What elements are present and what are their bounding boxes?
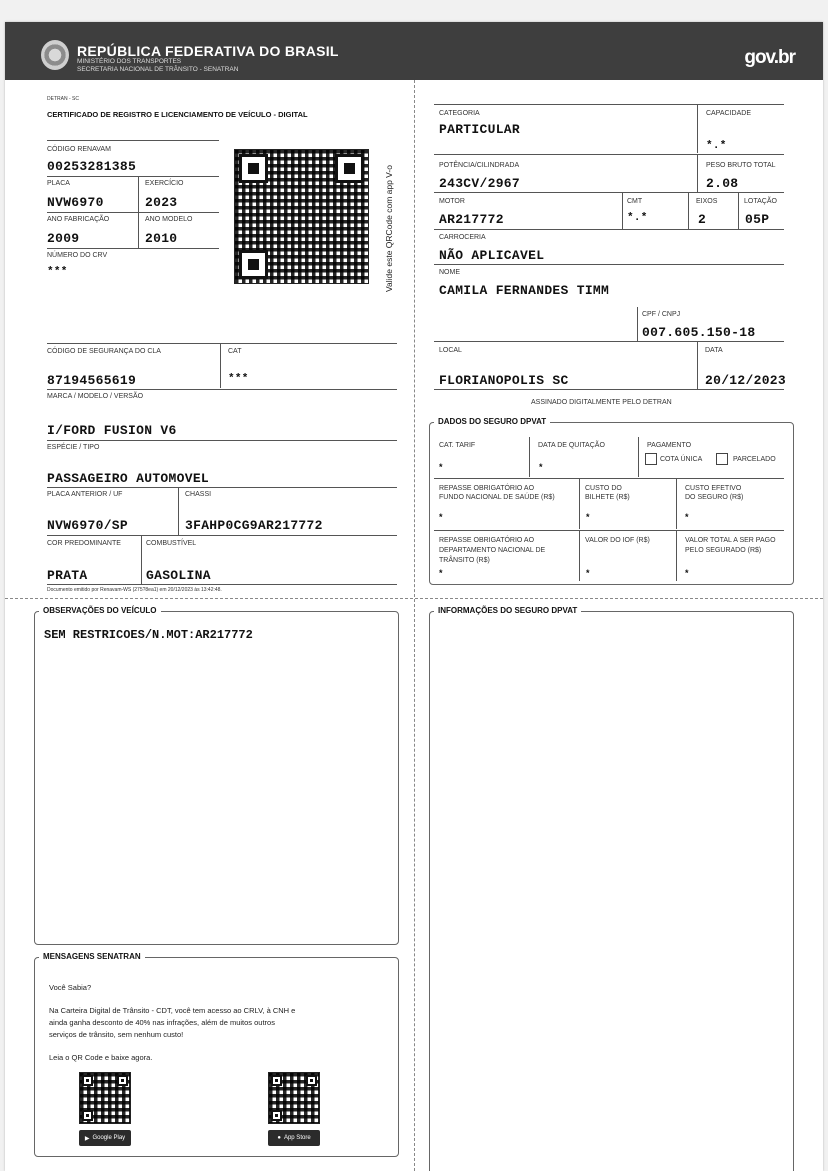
data-quitacao-label: DATA DE QUITAÇÃO xyxy=(538,442,605,449)
qr-caption: Valide este QRCode com app V-o xyxy=(384,165,394,292)
app-store-badge[interactable] xyxy=(268,1130,320,1146)
carroceria-value: NÃO APLICAVEL xyxy=(439,248,545,263)
pagamento-label: PAGAMENTO xyxy=(647,442,692,449)
cat-value: *** xyxy=(228,373,249,385)
qr-finder xyxy=(82,1110,93,1121)
cpf-label: CPF / CNPJ xyxy=(642,311,681,318)
mensagem-linha-2: ainda ganha desconto de 40% nas infrações, além de muitos outros xyxy=(49,1018,275,1027)
header-ministry: MINISTÉRIO DOS TRANSPORTES xyxy=(77,58,182,65)
data-quitacao-value: * xyxy=(539,462,543,472)
data-label: DATA xyxy=(705,347,723,354)
qr-finder xyxy=(82,1075,93,1086)
divider xyxy=(434,389,784,390)
motor-value: AR217772 xyxy=(439,212,504,227)
divider xyxy=(47,487,397,488)
mensagem-linha-1: Na Carteira Digital de Trânsito - CDT, você tem acesso ao CRLV, à CNH e xyxy=(49,1006,296,1015)
iof-label: VALOR DO IOF (R$) xyxy=(585,537,650,544)
divider xyxy=(47,584,397,585)
divider xyxy=(47,176,219,177)
especie-label: ESPÉCIE / TIPO xyxy=(47,444,100,451)
brasao-icon xyxy=(41,40,69,70)
marca-value: I/FORD FUSION V6 xyxy=(47,423,177,438)
ano-fabricacao-value: 2009 xyxy=(47,231,80,246)
custo-bilhete-value: * xyxy=(586,512,590,522)
divider xyxy=(529,437,530,477)
divider xyxy=(637,307,638,341)
divider xyxy=(220,344,221,388)
divider xyxy=(738,193,739,229)
app-store-label: App Store xyxy=(283,1135,311,1141)
repasse-fns-value: * xyxy=(439,512,443,522)
header-title: REPÚBLICA FEDERATIVA DO BRASIL xyxy=(77,43,339,59)
repasse-fns-label1: REPASSE OBRIGATÓRIO AO xyxy=(439,485,535,492)
repasse-dnt-label1: REPASSE OBRIGATÓRIO AO xyxy=(439,537,535,544)
cat-tarif-value: * xyxy=(439,462,443,472)
custo-efetivo-value: * xyxy=(685,512,689,522)
divider xyxy=(47,212,219,213)
iof-value: * xyxy=(586,568,590,578)
divider xyxy=(138,213,139,249)
cor-value: PRATA xyxy=(47,568,88,583)
eixos-label: EIXOS xyxy=(696,198,718,205)
custo-efetivo-label2: DO SEGURO (R$) xyxy=(685,494,744,501)
mensagens-title: MENSAGENS SENATRAN xyxy=(39,952,145,961)
divider xyxy=(579,479,580,529)
total-label1: VALOR TOTAL A SER PAGO xyxy=(685,537,776,544)
repasse-dnt-label2: DEPARTAMENTO NACIONAL DE xyxy=(439,547,546,554)
divider xyxy=(434,154,784,155)
divider xyxy=(47,389,397,390)
info-dpvat-box xyxy=(429,611,794,1171)
issuer: DETRAN - SC xyxy=(47,96,79,102)
divider xyxy=(579,531,580,581)
nome-value: CAMILA FERNANDES TIMM xyxy=(439,283,610,298)
cmt-value: *.* xyxy=(627,212,648,224)
parcelado-label: PARCELADO xyxy=(733,456,776,463)
lotacao-label: LOTAÇÃO xyxy=(744,198,777,205)
cor-label: COR PREDOMINANTE xyxy=(47,540,121,547)
especie-value: PASSAGEIRO AUTOMOVEL xyxy=(47,471,210,486)
mensagem-leia-qr: Leia o QR Code e baixe agora. xyxy=(49,1053,153,1062)
nome-label: NOME xyxy=(439,269,460,276)
renavam-value: 00253281385 xyxy=(47,159,137,174)
divider xyxy=(622,193,623,229)
crv-label: NÚMERO DO CRV xyxy=(47,252,108,259)
parcelado-checkbox[interactable] xyxy=(716,453,728,465)
qr-finder xyxy=(117,1075,128,1086)
divider xyxy=(434,192,784,193)
chassi-value: 3FAHP0CG9AR217772 xyxy=(185,518,323,533)
qr-finder xyxy=(271,1075,282,1086)
local-value: FLORIANOPOLIS SC xyxy=(439,373,569,388)
qr-finder xyxy=(306,1075,317,1086)
doc-title: CERTIFICADO DE REGISTRO E LICENCIAMENTO DE VEÍCULO - DIGITAL xyxy=(47,110,308,119)
divider xyxy=(697,155,698,192)
divider xyxy=(434,229,784,230)
placa-anterior-label: PLACA ANTERIOR / UF xyxy=(47,491,123,498)
repasse-dnt-value: * xyxy=(439,568,443,578)
crlv-document xyxy=(5,22,823,1171)
total-value: * xyxy=(685,568,689,578)
custo-bilhete-label1: CUSTO DO xyxy=(585,485,622,492)
capacidade-value: *.* xyxy=(706,140,727,152)
divider xyxy=(47,535,397,536)
divider xyxy=(47,140,219,141)
validation-qr-code[interactable] xyxy=(234,149,369,284)
observacoes-text: SEM RESTRICOES/N.MOT:AR217772 xyxy=(44,628,253,642)
exercicio-label: EXERCÍCIO xyxy=(145,180,184,187)
google-play-badge[interactable] xyxy=(79,1130,131,1146)
apple-icon: ● xyxy=(277,1135,281,1141)
horizontal-cut-line xyxy=(5,598,823,599)
divider xyxy=(141,536,142,584)
divider xyxy=(638,437,639,477)
google-play-qr-code[interactable] xyxy=(79,1072,131,1124)
divider xyxy=(47,248,219,249)
potencia-label: POTÊNCIA/CILINDRADA xyxy=(439,162,520,169)
marca-label: MARCA / MODELO / VERSÃO xyxy=(47,393,144,400)
cla-label: CÓDIGO DE SEGURANÇA DO CLA xyxy=(47,348,161,355)
divider xyxy=(47,440,397,441)
cmt-label: CMT xyxy=(627,198,643,205)
cat-tarif-label: CAT. TARIF xyxy=(439,442,476,449)
mensagem-voce-sabia: Você Sabia? xyxy=(49,983,92,992)
combustivel-label: COMBUSTÍVEL xyxy=(146,540,197,547)
carroceria-label: CARROCERIA xyxy=(439,234,486,241)
mensagem-linha-3: serviços de trânsito, sem nenhum custo! xyxy=(49,1030,184,1039)
placa-anterior-value: NVW6970/SP xyxy=(47,518,129,533)
info-dpvat-title: INFORMAÇÕES DO SEGURO DPVAT xyxy=(434,606,581,615)
divider xyxy=(178,488,179,535)
qr-finder xyxy=(239,250,268,279)
qr-finder xyxy=(335,154,364,183)
lotacao-value: 05P xyxy=(745,212,770,227)
ano-fabricacao-label: ANO FABRICAÇÃO xyxy=(47,216,110,223)
divider xyxy=(434,478,784,479)
chassi-label: CHASSI xyxy=(185,491,212,498)
observacoes-box xyxy=(34,611,399,945)
divider xyxy=(688,193,689,229)
app-store-qr-code[interactable] xyxy=(268,1072,320,1124)
peso-label: PESO BRUTO TOTAL xyxy=(706,162,776,169)
cota-unica-checkbox[interactable] xyxy=(645,453,657,465)
qr-finder xyxy=(271,1110,282,1121)
local-label: LOCAL xyxy=(439,347,462,354)
custo-efetivo-label1: CUSTO EFETIVO xyxy=(685,485,742,492)
categoria-value: PARTICULAR xyxy=(439,122,521,137)
divider xyxy=(138,177,139,215)
observacoes-title: OBSERVAÇÕES DO VEÍCULO xyxy=(39,606,161,615)
cota-unica-label: COTA ÚNICA xyxy=(660,456,703,463)
divider xyxy=(697,105,698,153)
placa-value: NVW6970 xyxy=(47,195,104,210)
footer-note: Documento emitido por Renavam-WS (275?8ea1) em 20/12/2023 às 13:42:48. xyxy=(47,587,222,593)
placa-label: PLACA xyxy=(47,180,70,187)
renavam-label: CÓDIGO RENAVAM xyxy=(47,146,111,153)
ano-modelo-value: 2010 xyxy=(145,231,178,246)
header-bar xyxy=(5,22,823,80)
categoria-label: CATEGORIA xyxy=(439,110,480,117)
crv-value: *** xyxy=(47,266,68,278)
potencia-value: 243CV/2967 xyxy=(439,176,521,191)
header-secretary: SECRETARIA NACIONAL DE TRÂNSITO - SENATRAN xyxy=(77,66,239,73)
ano-modelo-label: ANO MODELO xyxy=(145,216,193,223)
total-label2: PELO SEGURADO (R$) xyxy=(685,547,762,554)
divider xyxy=(434,530,784,531)
exercicio-value: 2023 xyxy=(145,195,178,210)
data-value: 20/12/2023 xyxy=(705,373,787,388)
repasse-dnt-label3: TRÂNSITO (R$) xyxy=(439,557,490,564)
vertical-cut-line xyxy=(414,80,415,1171)
custo-bilhete-label2: BILHETE (R$) xyxy=(585,494,630,501)
divider xyxy=(676,531,677,581)
peso-value: 2.08 xyxy=(706,176,739,191)
play-icon: ▶ xyxy=(84,1135,90,1142)
govbr-logo: gov.br xyxy=(744,47,795,68)
qr-finder xyxy=(239,154,268,183)
repasse-fns-label2: FUNDO NACIONAL DE SAÚDE (R$) xyxy=(439,494,555,501)
divider xyxy=(434,341,784,342)
divider xyxy=(697,342,698,389)
divider xyxy=(676,479,677,529)
eixos-value: 2 xyxy=(698,212,707,227)
combustivel-value: GASOLINA xyxy=(146,568,211,583)
cpf-value: 007.605.150-18 xyxy=(642,325,756,340)
divider xyxy=(434,264,784,265)
assinado-text: ASSINADO DIGITALMENTE PELO DETRAN xyxy=(531,399,672,406)
divider xyxy=(47,343,397,344)
divider xyxy=(434,104,784,105)
cla-value: 87194565619 xyxy=(47,373,137,388)
dpvat-title: DADOS DO SEGURO DPVAT xyxy=(434,417,550,426)
motor-label: MOTOR xyxy=(439,198,465,205)
google-play-label: Google Play xyxy=(92,1135,126,1141)
cat-label: CAT xyxy=(228,348,242,355)
capacidade-label: CAPACIDADE xyxy=(706,110,751,117)
